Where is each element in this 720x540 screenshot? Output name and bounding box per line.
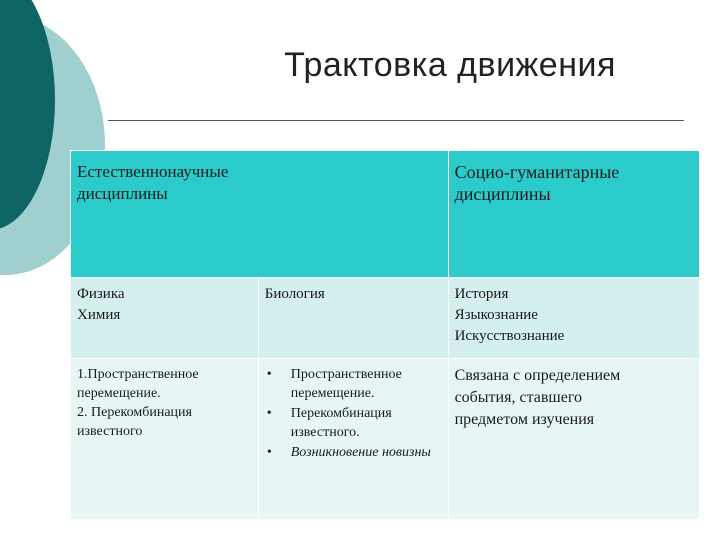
list-item: • Возникновение новизны	[265, 443, 442, 462]
cell-line: Искусствознание	[454, 328, 565, 344]
cell-biology	[258, 278, 448, 359]
cell-line: известного	[77, 424, 143, 439]
cell-physics-chemistry	[71, 278, 259, 359]
comparison-table	[70, 150, 700, 520]
cell-line: История	[454, 286, 509, 302]
cell-line: 1.Пространственное	[77, 367, 199, 382]
header-left-line: дисциплины	[77, 184, 168, 203]
table-header-row	[71, 151, 700, 278]
cell-humanities-subjects	[448, 278, 699, 359]
cell-line: Химия	[77, 307, 121, 323]
header-natural-sciences	[71, 151, 449, 278]
cell-line: перемещение.	[77, 386, 161, 401]
header-right-line: дисциплины	[454, 184, 551, 204]
list-item: • Пространственное перемещение.	[265, 365, 442, 403]
header-humanities	[448, 151, 699, 278]
bullet-list	[265, 365, 442, 462]
cell-line: события, ставшего	[454, 389, 582, 406]
header-left-line: Естественнонаучные	[77, 162, 229, 181]
cell-line: предметом изучения	[454, 411, 595, 428]
title-underline	[108, 120, 684, 121]
cell-line: Биология	[264, 286, 325, 302]
cell-line: Физика	[77, 286, 125, 302]
cell-biology-motion	[258, 359, 448, 520]
table-row	[71, 359, 700, 520]
header-right-line: Социо-гуманитарные	[454, 162, 620, 182]
cell-line: 2. Перекомбинация	[77, 405, 192, 420]
cell-line: Языкознание	[454, 307, 538, 323]
cell-line: Связана с определением	[454, 367, 621, 384]
cell-physics-motion	[71, 359, 259, 520]
slide-title: Трактовка движения	[284, 46, 616, 84]
cell-humanities-motion	[448, 359, 699, 520]
list-item: • Перекомбинация известного.	[265, 404, 442, 442]
table-row	[71, 278, 700, 359]
